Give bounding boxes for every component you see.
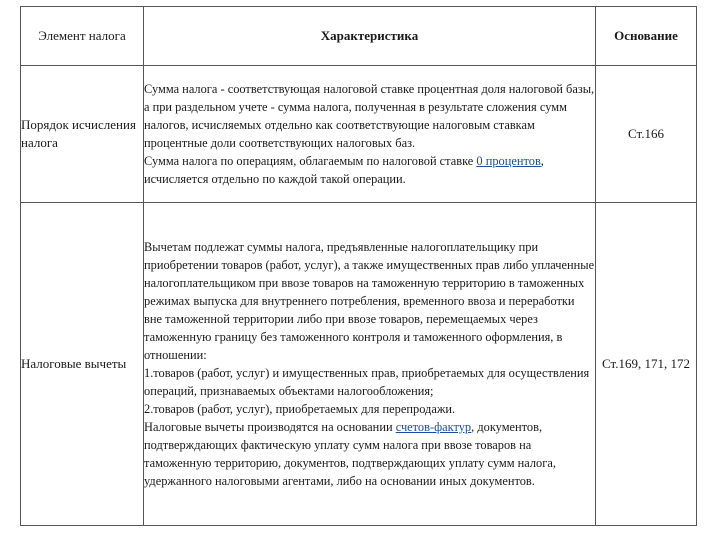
characteristic-paragraph (144, 418, 595, 490)
characteristic-text: , исчисляется отдельно по каждой такой операции. (144, 154, 544, 186)
row-characteristic (144, 66, 596, 203)
characteristic-text: Сумма налога по операциям, облагаемым по налоговой ставке (144, 154, 474, 168)
zero-percent-link[interactable]: 0 процентов (476, 154, 541, 168)
row-characteristic (144, 203, 596, 526)
characteristic-text: , документов, подтверждающих фактическую уплату сумм налога при ввозе товаров на таможенную территорию, документов, подтверждающих уплату сумм налога, удержанного налоговыми агентами, либо на основании иных документов. (144, 420, 556, 488)
row-element-name: Порядок исчисления налога (21, 66, 144, 203)
table-header-row (21, 7, 697, 66)
invoices-link[interactable]: счетов-фактур (395, 420, 472, 434)
characteristic-paragraph: Вычетам подлежат суммы налога, предъявленные налогоплательщику при приобретении товаров (работ, услуг), а также имущественных прав либо уплаченные налогоплательщиком при ввозе товаров на таможенную территорию в таможенных режимах выпуска для внутреннего потребления, временного ввоза и переработки вне таможенной территории либо при ввозе товаров, перемещаемых через таможенную границу без таможенного контроля и таможенного оформления, в отношении: (144, 240, 595, 362)
characteristic-list-item: 2.товаров (работ, услуг), приобретаемых для перепродажи. (144, 402, 456, 416)
characteristic-paragraph: Сумма налога - соответствующая налоговой ставке процентная доля налоговой базы, а при раздельном учете - сумма налога, полученная в результате сложения сумм налогов, исчисляемых отдельно как соответствующие налоговым ставкам процентные доли соответствующих налоговых баз. (144, 82, 595, 150)
tax-elements-table (20, 6, 697, 526)
table-row (21, 66, 697, 203)
characteristic-paragraph (144, 152, 595, 188)
characteristic-list-item: 1.товаров (работ, услуг) и имущественных прав, приобретаемых для осуществления операций, признаваемых объектами налогообложения; (144, 366, 590, 398)
table-row (21, 203, 697, 526)
row-basis: Ст.169, 171, 172 (596, 203, 697, 526)
header-basis: Основание (596, 7, 697, 66)
row-basis: Ст.166 (596, 66, 697, 203)
header-element: Элемент налога (21, 7, 144, 66)
row-element-name: Налоговые вычеты (21, 203, 144, 526)
characteristic-text: Налоговые вычеты производятся на основании (144, 420, 393, 434)
header-characteristic: Характеристика (144, 7, 596, 66)
